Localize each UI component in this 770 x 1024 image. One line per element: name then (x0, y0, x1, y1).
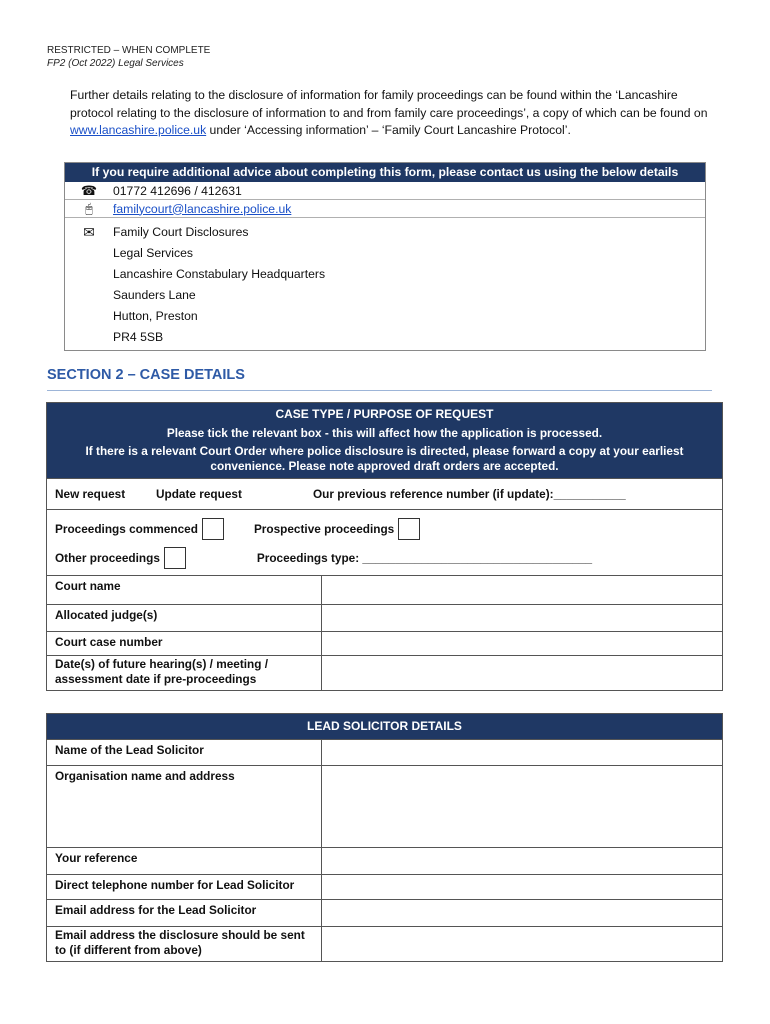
postal-address (113, 222, 325, 348)
new-request-option[interactable]: New request (55, 487, 126, 501)
proceedings-row (47, 509, 722, 575)
solicitor-phone-label: Direct telephone number for Lead Solicitor (47, 875, 322, 899)
disclosure-email-row (47, 926, 722, 961)
page-header (47, 44, 210, 70)
solicitor-name-input[interactable] (322, 740, 722, 765)
section-2-title: SECTION 2 – CASE DETAILS (47, 367, 245, 383)
contact-heading: If you require additional advice about completing this form, please contact us using the below details (65, 163, 705, 182)
previous-reference-field[interactable]: Our previous reference number (if update):___________ (313, 487, 626, 501)
lead-solicitor-heading: LEAD SOLICITOR DETAILS (47, 714, 722, 739)
address-line: Saunders Lane (113, 288, 196, 302)
allocated-judge-input[interactable] (322, 605, 722, 631)
case-type-heading: CASE TYPE / PURPOSE OF REQUEST (275, 407, 494, 421)
lead-solicitor-table (46, 713, 723, 962)
case-type-instruction: Please tick the relevant box - this will affect how the application is processed. (166, 426, 603, 440)
address-line: Hutton, Preston (113, 309, 198, 323)
contact-box (64, 162, 706, 351)
solicitor-email-row (47, 899, 722, 926)
future-hearing-input[interactable] (322, 656, 722, 690)
address-line: PR4 5SB (113, 330, 164, 344)
organisation-row (47, 765, 722, 847)
court-case-number-label: Court case number (47, 632, 322, 655)
contact-email-link[interactable]: familycourt@lancashire.police.uk (113, 201, 292, 216)
allocated-judge-row (47, 604, 722, 631)
contact-phone: 01772 412696 / 412631 (113, 183, 242, 198)
disclosure-email-label: Email address the disclosure should be sent to (if different from above) (47, 927, 322, 961)
envelope-icon: ✉ (83, 224, 95, 240)
solicitor-name-row (47, 739, 722, 765)
section-divider (47, 390, 712, 391)
your-reference-row (47, 847, 722, 874)
request-type-row (47, 478, 722, 509)
contact-address-row (65, 218, 705, 350)
intro-paragraph (70, 87, 710, 140)
court-name-label: Court name (47, 576, 322, 604)
police-website-link[interactable]: www.lancashire.police.uk (70, 123, 207, 137)
allocated-judge-label: Allocated judge(s) (47, 605, 322, 631)
court-order-instruction: If there is a relevant Court Order where police disclosure is directed, please forward a copy at your earliest convenience. Please note approved draft orders are accepted. (85, 444, 684, 473)
court-case-number-row (47, 631, 722, 655)
prospective-proceedings-checkbox[interactable] (398, 518, 420, 540)
your-reference-input[interactable] (322, 848, 722, 874)
case-type-header (47, 403, 722, 478)
phone-icon: ☎ (80, 182, 98, 198)
other-proceedings-label: Other proceedings (55, 550, 160, 565)
court-name-input[interactable] (322, 576, 722, 604)
solicitor-email-label: Email address for the Lead Solicitor (47, 900, 322, 926)
contact-phone-row (65, 182, 705, 200)
solicitor-name-label: Name of the Lead Solicitor (47, 740, 322, 765)
proceedings-commenced-checkbox[interactable] (202, 518, 224, 540)
form-reference: FP2 (Oct 2022) Legal Services (47, 58, 184, 69)
organisation-label: Organisation name and address (47, 766, 322, 847)
proceedings-type-field[interactable]: Proceedings type: ___________________________________ (256, 550, 593, 565)
address-line: Family Court Disclosures (113, 225, 249, 239)
intro-text-1: Further details relating to the disclosure of information for family proceedings can be found within the ‘Lancashire protocol relating to the disclosure of information to and from family care proceedings’, a copy of which can be found on (70, 88, 708, 120)
prospective-proceedings-label: Prospective proceedings (253, 521, 395, 536)
proceedings-commenced-label: Proceedings commenced (55, 521, 198, 536)
intro-text-2: under ‘Accessing information’ – ‘Family Court Lancashire Protocol’. (206, 123, 571, 137)
organisation-input[interactable] (322, 766, 722, 847)
solicitor-phone-row (47, 874, 722, 899)
update-request-option[interactable]: Update request (156, 487, 242, 501)
future-hearing-label: Date(s) of future hearing(s) / meeting / assessment date if pre-proceedings (47, 656, 322, 690)
address-line: Legal Services (113, 246, 193, 260)
future-hearing-row (47, 655, 722, 690)
court-case-number-input[interactable] (322, 632, 722, 655)
case-type-table (46, 402, 723, 691)
classification-label: RESTRICTED – WHEN COMPLETE (47, 45, 211, 56)
other-proceedings-checkbox[interactable] (164, 547, 186, 569)
solicitor-email-input[interactable] (322, 900, 722, 926)
your-reference-label: Your reference (47, 848, 322, 874)
court-name-row (47, 575, 722, 604)
disclosure-email-input[interactable] (322, 927, 722, 961)
address-line: Lancashire Constabulary Headquarters (113, 267, 326, 281)
mouse-icon: 🖰 (85, 200, 93, 216)
solicitor-phone-input[interactable] (322, 875, 722, 899)
contact-email-row (65, 200, 705, 218)
